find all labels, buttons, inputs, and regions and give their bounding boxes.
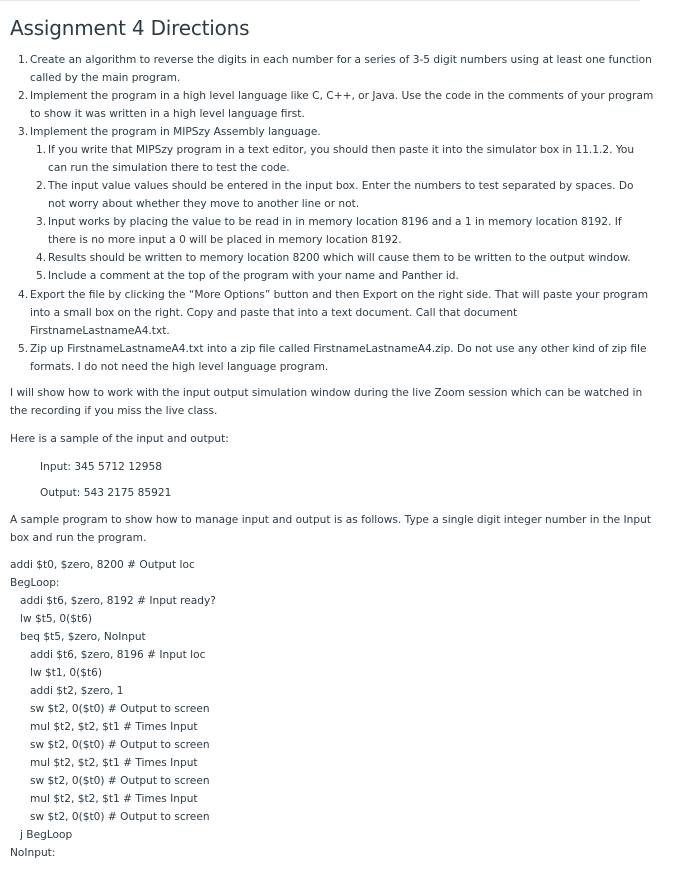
sublist-item-marker: 1. [36, 144, 47, 156]
code-line: mul $t2, $t2, $t1 # Times Input [30, 757, 198, 769]
sample-output: Output: 543 2175 85921 [40, 487, 172, 499]
code-line: j BegLoop [20, 829, 73, 841]
page-title: Assignment 4 Directions [10, 16, 250, 40]
code-line: sw $t2, 0($t0) # Output to screen [30, 811, 210, 823]
program-intro: A sample program to show how to manage input and output is as follows. Type a single digit integer number in the Input [10, 514, 651, 526]
sublist-item-text: Results should be written to memory location 8200 which will cause them to be written to the output window. [48, 252, 631, 264]
code-line: beq $t5, $zero, NoInput [20, 631, 146, 643]
list-item-marker: 3. [18, 126, 29, 138]
list-item-text: Implement the program in a high level language like C, C++, or Java. Use the code in the comments of your program [30, 90, 654, 102]
code-line: NoInput: [10, 847, 56, 859]
code-line: addi $t2, $zero, 1 [30, 685, 124, 697]
zoom-paragraph: I will show how to work with the input output simulation window during the live Zoom session which can be watched in [10, 387, 643, 399]
code-line: addi $t0, $zero, 8200 # Output loc [10, 559, 195, 571]
list-item-marker: 2. [18, 90, 29, 102]
list-item-text: Create an algorithm to reverse the digits in each number for a series of 3-5 digit numbers using at least one function [30, 54, 652, 66]
list-item-marker: 5. [18, 343, 29, 355]
list-item-text: Export the file by clicking the “More Options” button and then Export on the right side. That will paste your program [30, 289, 649, 301]
code-line: BegLoop: [10, 577, 60, 589]
list-item-text: into a small box on the right. Copy and paste that into a text document. Call that document [30, 307, 518, 319]
code-line: mul $t2, $t2, $t1 # Times Input [30, 793, 198, 805]
code-line: lw $t1, 0($t6) [30, 667, 102, 679]
code-line: mul $t2, $t2, $t1 # Times Input [30, 721, 198, 733]
sublist-item-text: Input works by placing the value to be read in in memory location 8196 and a 1 in memory location 8192. If [48, 216, 622, 228]
sample-intro: Here is a sample of the input and output: [10, 433, 229, 445]
code-line: addi $t6, $zero, 8196 # Input loc [30, 649, 206, 661]
list-item-marker: 1. [18, 54, 29, 66]
code-line: sw $t2, 0($t0) # Output to screen [30, 775, 210, 787]
top-divider [0, 0, 640, 1]
list-item-text: formats. I do not need the high level language program. [30, 361, 329, 373]
code-line: addi $t6, $zero, 8192 # Input ready? [20, 595, 216, 607]
sublist-item-text: If you write that MIPSzy program in a text editor, you should then paste it into the simulator box in 11.1.2. You [48, 144, 635, 156]
sublist-item-text: Include a comment at the top of the program with your name and Panther id. [48, 270, 459, 282]
list-item-text: called by the main program. [30, 72, 181, 84]
list-item-text: to show it was written in a high level language first. [30, 108, 305, 120]
zoom-paragraph: the recording if you miss the live class. [10, 405, 218, 417]
list-item-text: Zip up FirstnameLastnameA4.txt into a zip file called FirstnameLastnameA4.zip. Do not use any other kind of zip file [30, 343, 647, 355]
list-item-text: Implement the program in MIPSzy Assembly language. [30, 126, 321, 138]
list-item-marker: 4. [18, 289, 29, 301]
sublist-item-marker: 4. [36, 252, 47, 264]
code-line: sw $t2, 0($t0) # Output to screen [30, 703, 210, 715]
code-line: sw $t2, 0($t0) # Output to screen [30, 739, 210, 751]
sublist-item-text: can run the simulation there to test the code. [48, 162, 290, 174]
sublist-item-marker: 5. [36, 270, 47, 282]
sample-input: Input: 345 5712 12958 [40, 461, 162, 473]
sublist-item-marker: 2. [36, 180, 47, 192]
code-line: lw $t5, 0($t6) [20, 613, 92, 625]
sublist-item-marker: 3. [36, 216, 47, 228]
sublist-item-text: The input value values should be entered in the input box. Enter the numbers to test separated by spaces. Do [48, 180, 634, 192]
sublist-item-text: not worry about whether they move to another line or not. [48, 198, 360, 210]
list-item-text: FirstnameLastnameA4.txt. [30, 325, 170, 337]
sublist-item-text: there is no more input a 0 will be placed in memory location 8192. [48, 234, 402, 246]
program-intro: box and run the program. [10, 532, 147, 544]
